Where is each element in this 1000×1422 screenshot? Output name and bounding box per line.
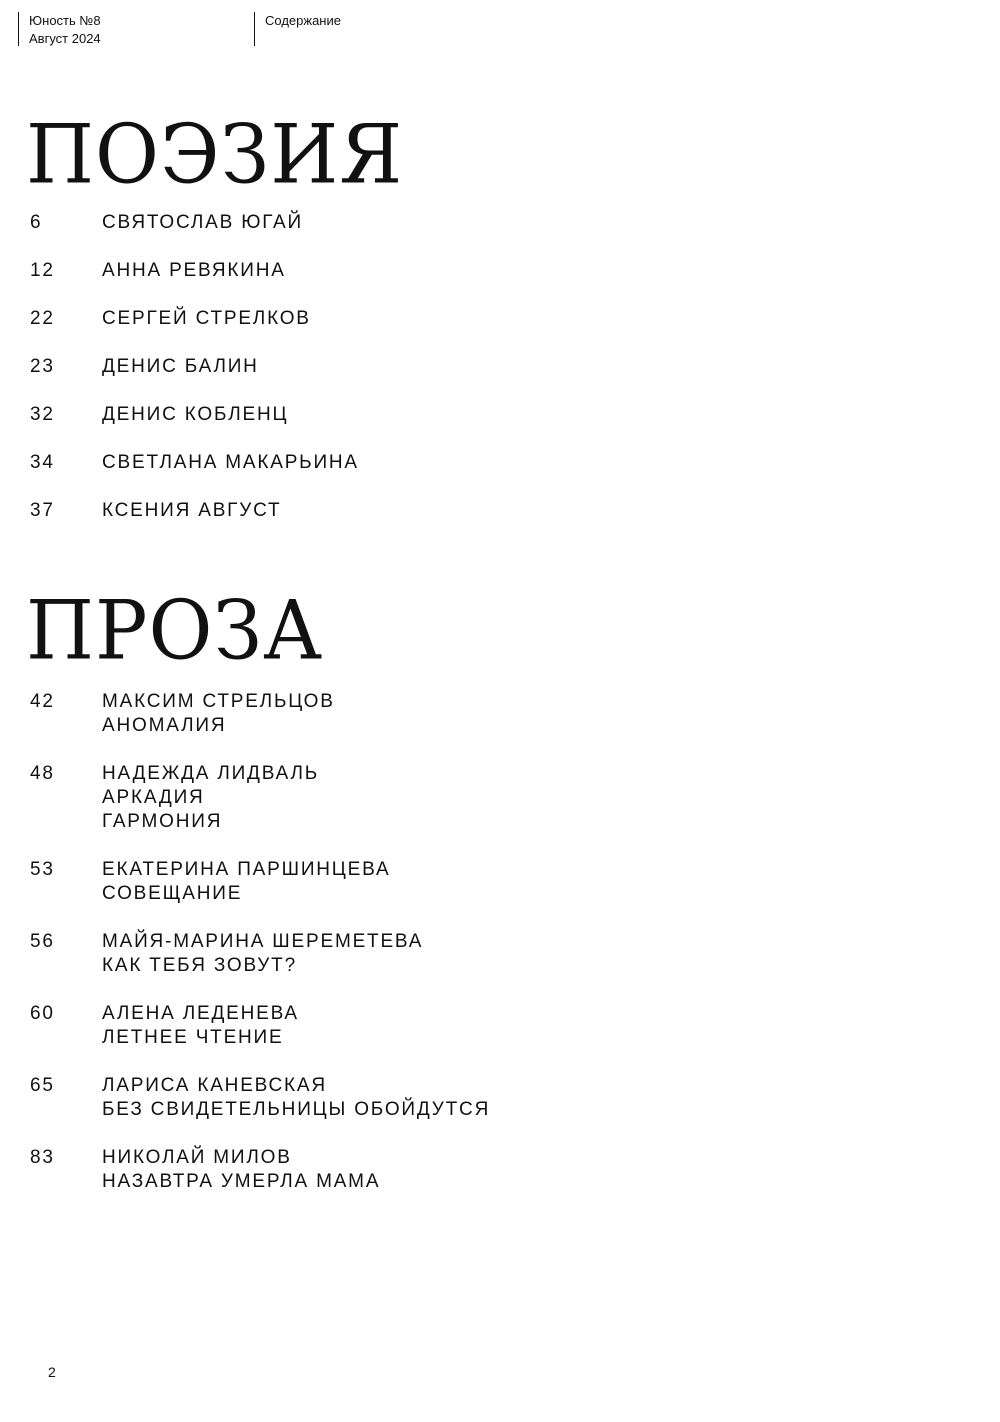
issue-date: Август 2024	[29, 31, 101, 46]
toc-page-number: 60	[30, 1003, 55, 1024]
toc-page-number: 6	[30, 212, 43, 233]
toc-author: ЕКАТЕРИНА ПАРШИНЦЕВА	[102, 859, 391, 880]
toc-author: СВЯТОСЛАВ ЮГАЙ	[102, 212, 303, 233]
toc-work-title: КАК ТЕБЯ ЗОВУТ?	[102, 955, 297, 976]
toc-page-number: 56	[30, 931, 55, 952]
toc-author: СЕРГЕЙ СТРЕЛКОВ	[102, 308, 311, 329]
toc-author: ЛАРИСА КАНЕВСКАЯ	[102, 1075, 327, 1096]
toc-item[interactable]	[30, 403, 359, 451]
toc-page-number: 53	[30, 859, 55, 880]
toc-item[interactable]	[30, 499, 359, 547]
prose-title: ПРОЗА	[26, 583, 324, 679]
page-number: 2	[48, 1364, 56, 1380]
toc-author: МАЙЯ-МАРИНА ШЕРЕМЕТЕВА	[102, 931, 424, 952]
toc-author: НИКОЛАЙ МИЛОВ	[102, 1147, 292, 1168]
toc-work-title: БЕЗ СВИДЕТЕЛЬНИЦЫ ОБОЙДУТСЯ	[102, 1099, 491, 1120]
toc-page-number: 48	[30, 763, 55, 784]
toc-item[interactable]	[30, 930, 490, 978]
toc-author: АЛЕНА ЛЕДЕНЕВА	[102, 1003, 299, 1024]
toc-work-title: АНОМАЛИЯ	[102, 715, 227, 736]
toc-work-title: СОВЕЩАНИЕ	[102, 883, 243, 904]
toc-author: МАКСИМ СТРЕЛЬЦОВ	[102, 691, 335, 712]
toc-item[interactable]	[30, 211, 359, 259]
magazine-title: Юность №8	[29, 13, 101, 28]
toc-author: СВЕТЛАНА МАКАРЬИНА	[102, 452, 359, 473]
poetry-title: ПОЭЗИЯ	[26, 107, 404, 203]
toc-work-title: ГАРМОНИЯ	[102, 811, 223, 832]
toc-page-number: 42	[30, 691, 55, 712]
toc-item[interactable]	[30, 690, 490, 738]
toc-item[interactable]	[30, 1146, 490, 1194]
toc-author: ДЕНИС БАЛИН	[102, 356, 259, 377]
toc-item[interactable]	[30, 1002, 490, 1050]
toc-page-number: 22	[30, 308, 55, 329]
toc-work-title: АРКАДИЯ	[102, 787, 205, 808]
toc-author: АННА РЕВЯКИНА	[102, 260, 286, 281]
section-label: Содержание	[265, 13, 341, 28]
toc-page-number: 12	[30, 260, 55, 281]
toc-page-number: 65	[30, 1075, 55, 1096]
toc-work-title: ЛЕТНЕЕ ЧТЕНИЕ	[102, 1027, 284, 1048]
toc-item[interactable]	[30, 762, 490, 834]
toc-item[interactable]	[30, 858, 490, 906]
toc-item[interactable]	[30, 307, 359, 355]
page-header	[18, 12, 618, 52]
toc-item[interactable]	[30, 355, 359, 403]
toc-page-number: 32	[30, 404, 55, 425]
toc-author: КСЕНИЯ АВГУСТ	[102, 500, 282, 521]
toc-work-title: НАЗАВТРА УМЕРЛА МАМА	[102, 1171, 381, 1192]
toc-page-number: 23	[30, 356, 55, 377]
issue-info	[18, 12, 101, 46]
toc-item[interactable]	[30, 259, 359, 307]
toc-page-number: 83	[30, 1147, 55, 1168]
poetry-toc	[30, 211, 359, 547]
toc-page-number: 37	[30, 500, 55, 521]
toc-author: ДЕНИС КОБЛЕНЦ	[102, 404, 289, 425]
toc-page-number: 34	[30, 452, 55, 473]
toc-item[interactable]	[30, 1074, 490, 1122]
toc-author: НАДЕЖДА ЛИДВАЛЬ	[102, 763, 319, 784]
toc-item[interactable]	[30, 451, 359, 499]
section-label-block	[254, 12, 341, 46]
prose-toc	[30, 690, 490, 1218]
